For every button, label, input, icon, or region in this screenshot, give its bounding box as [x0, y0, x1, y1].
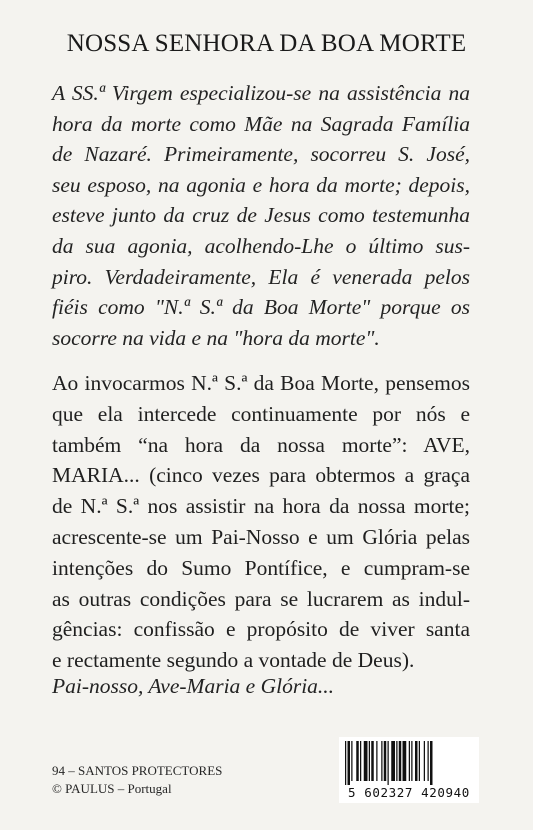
intro-line: seu esposo, na agonia e hora da morte; depois, — [52, 172, 470, 197]
intro-line: piro. Verdadeiramente, Ela é venerada pelos — [52, 264, 470, 289]
intro-line: A SS.ª Virgem especializou-se na assistência na — [52, 81, 470, 105]
prayer-card-title: NOSSA SENHORA DA BOA MORTE — [66, 30, 467, 57]
intro-paragraph — [52, 78, 470, 353]
body-line: Ao invocarmos N.ª S.ª da Boa Morte, pensemos — [52, 371, 470, 395]
intro-line: fiéis como "N.ª S.ª da Boa Morte" porque os — [52, 295, 470, 320]
body-line: que ela intercede continuamente por nós e — [52, 401, 470, 426]
series-label: 94 – SANTOS PROTECTORES — [52, 763, 223, 778]
body-line: acrescente-se um Pai-Nosso e um Glória pelas — [52, 524, 470, 549]
body-line: as outras condições para se lucrarem as indul- — [52, 586, 470, 611]
intro-line: hora da morte como Mãe na Sagrada Família — [52, 111, 470, 136]
publisher-label: © PAULUS – Portugal — [52, 781, 172, 796]
intro-line: da sua agonia, acolhendo-Lhe o último sus- — [52, 233, 470, 258]
barcode-digits: 5 602327 420940 — [348, 785, 470, 800]
intro-line: socorre na vida e na "hora da morte". — [52, 325, 380, 350]
barcode — [339, 737, 479, 803]
closing-prayer-line: Pai-nosso, Ave-Maria e Glória... — [52, 674, 335, 698]
body-line: de N.ª S.ª nos assistir na hora da nossa morte; — [52, 494, 470, 519]
body-line: e rectamente segundo a vontade de Deus). — [52, 648, 415, 673]
body-line: gências: confissão e propósito de viver santa — [52, 617, 470, 642]
body-line: intenções do Sumo Pontífice, e cumpram-se — [52, 555, 470, 580]
body-line: MARIA... (cinco vezes para obtermos a graça — [52, 463, 470, 488]
intro-line: esteve junto da cruz de Jesus como testemunha — [52, 203, 470, 228]
barcode-bars — [339, 737, 479, 785]
intro-line: de Nazaré. Primeiramente, socorreu S. José, — [52, 142, 470, 167]
body-line: também “na hora da nossa morte”: AVE, — [52, 432, 470, 457]
prayer-instructions-paragraph — [52, 368, 470, 676]
card-footer — [52, 762, 222, 798]
